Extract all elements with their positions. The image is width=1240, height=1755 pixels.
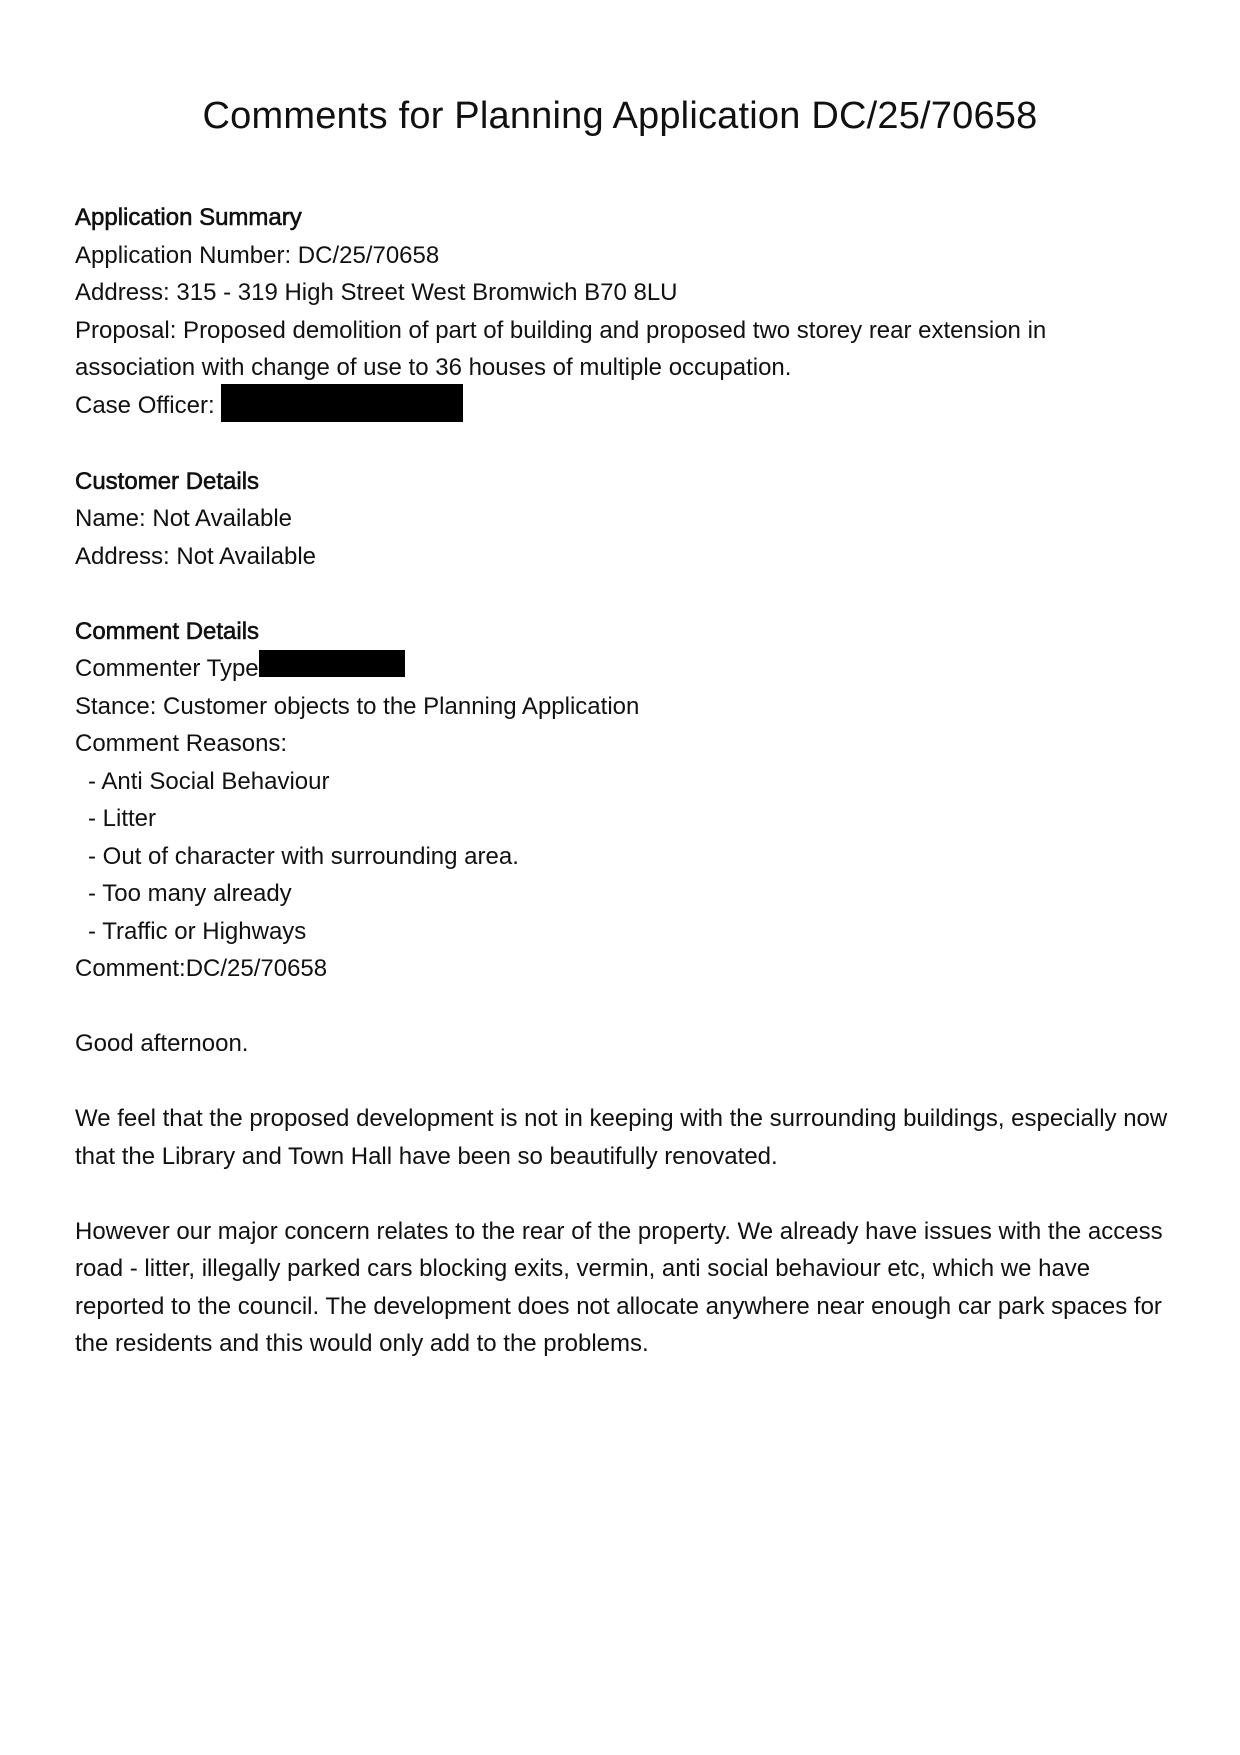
application-summary-section	[75, 199, 1175, 425]
customer-address: Address: Not Available	[75, 542, 317, 570]
application-summary-heading: Application Summary	[75, 204, 302, 231]
page-title: Comments for Planning Application DC/25/70658	[202, 95, 1038, 137]
comment-paragraph: Good afternoon.	[75, 1030, 249, 1058]
customer-name: Name: Not Available	[75, 505, 293, 533]
application-proposal: Proposal: Proposed demolition of part of building and proposed two storey rear extension in association with change of use to 36 houses of multiple occupation.	[75, 316, 1047, 381]
comment-reason-item: - Traffic or Highways	[88, 917, 307, 945]
comment-details-heading: Comment Details	[75, 617, 260, 645]
customer-details-heading: Customer Details	[75, 467, 260, 495]
comment-label: Comment:DC/25/70658	[75, 955, 328, 983]
comment-reason-item: - Out of character with surrounding area.	[88, 842, 519, 870]
comment-reason-item: - Anti Social Behaviour	[88, 767, 330, 795]
paragraph-spacer	[75, 1175, 1175, 1213]
section-spacer	[75, 575, 1175, 613]
application-address: Address: 315 - 319 High Street West Bromwich B70 8LU	[75, 279, 678, 306]
case-officer-row	[75, 387, 1175, 426]
commenter-type-label: Commenter Type	[75, 655, 259, 683]
application-number: Application Number: DC/25/70658	[75, 241, 440, 269]
document-body	[75, 199, 1175, 1363]
customer-details-section	[75, 463, 1175, 576]
commenter-type-row	[75, 650, 1175, 688]
case-officer-redaction	[221, 384, 463, 422]
comment-reason-item: - Too many already	[88, 880, 292, 908]
commenter-type-redaction	[259, 650, 405, 677]
comment-paragraph: We feel that the proposed development is not in keeping with the surrounding buildings, especially now that the Library and Town Hall have been so beautifully renovated.	[75, 1105, 1168, 1170]
paragraph-spacer	[75, 1063, 1175, 1101]
case-officer-label: Case Officer:	[75, 391, 215, 419]
comment-paragraph: However our major concern relates to the rear of the property. We already have issues with the access road - litter, illegally parked cars blocking exits, vermin, anti social behaviour etc, which we have reported to the council. The development does not allocate anywhere near enough car park spaces for the residents and this would only add to the problems.	[75, 1217, 1163, 1358]
section-spacer	[75, 425, 1175, 463]
comment-reasons-label: Comment Reasons:	[75, 730, 288, 758]
paragraph-spacer	[75, 988, 1175, 1026]
comment-stance: Stance: Customer objects to the Planning Application	[75, 692, 640, 720]
comment-reason-item: - Litter	[88, 805, 157, 833]
comment-details-section	[75, 613, 1175, 1363]
